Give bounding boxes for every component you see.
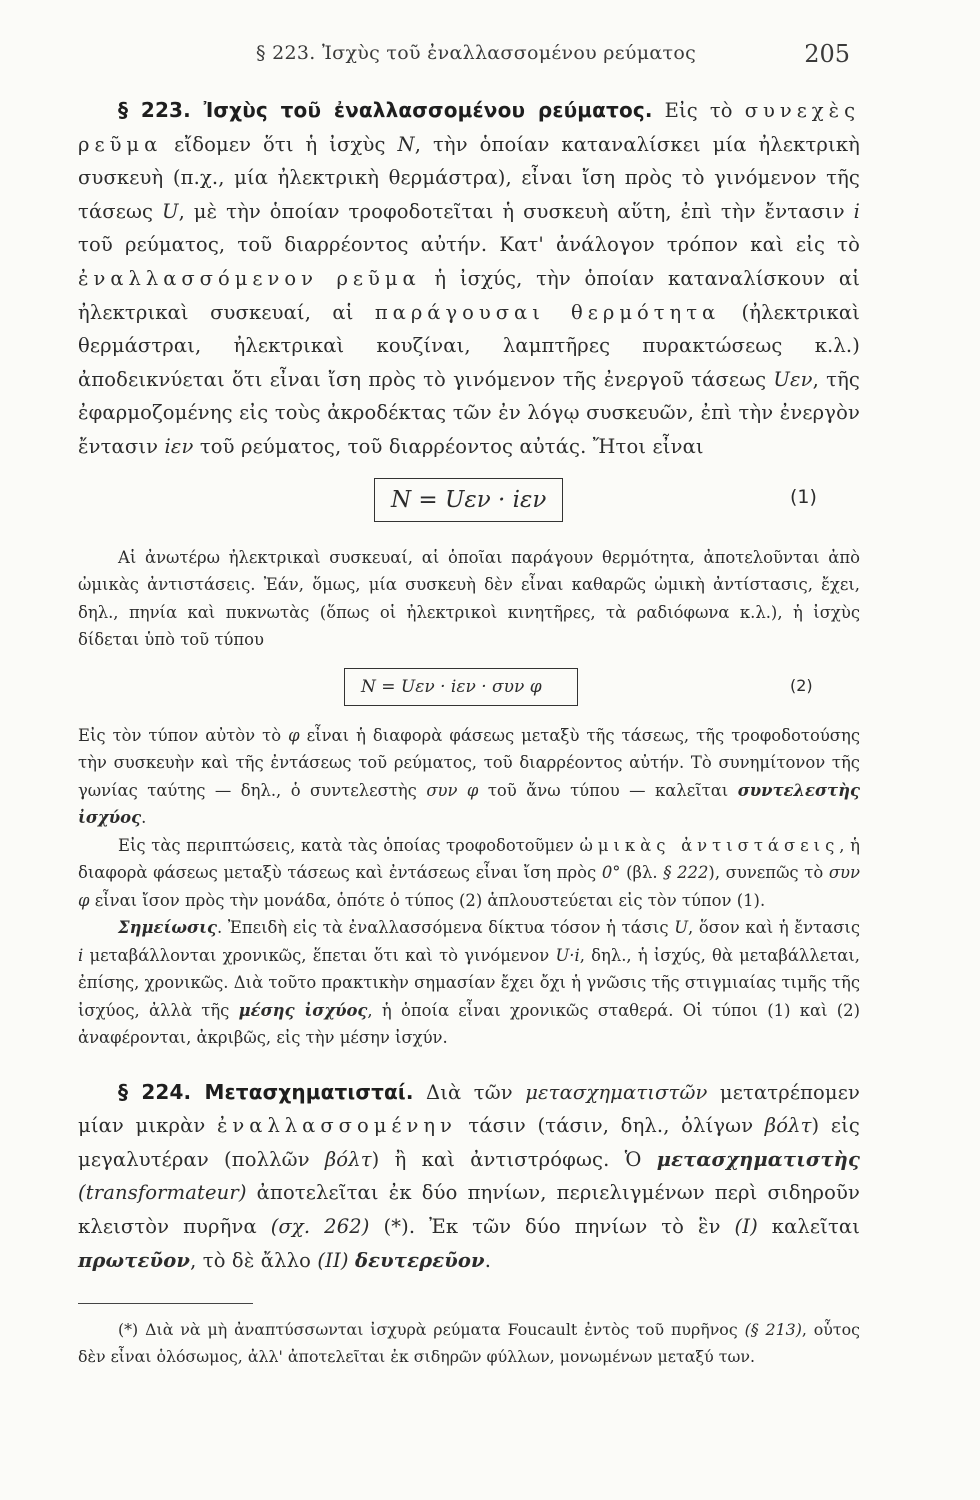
text-run: μετατρέπομεν μίαν μικρὰν — [78, 1080, 861, 1138]
formula-1-box: N = Uεν · iεν — [374, 478, 563, 522]
text-run: ἀποτελεῖται ἐκ δύο πηνίων, περιελιγμένων περὶ σιδηροῦν κλειστὸν πυρῆνα — [78, 1181, 860, 1238]
symbol-cos-phi: συν φ — [78, 863, 860, 910]
term-power-factor: συντελεστὴς ἰσχύος — [78, 780, 860, 828]
text-run: , τῆς ἐφαρμοζομένης εἰς τοὺς ἀκροδέκτας τῶν ἐν λόγῳ συσκευῶν, ἐπὶ τὴν ἐνεργὸν ἔντασιν — [78, 367, 860, 458]
term-producing-heat: παράγουσαι θερμότητα — [374, 300, 721, 324]
zero-degrees: 0° — [601, 863, 621, 883]
term-alternating: ἐναλλασσομένην — [216, 1114, 457, 1138]
text-run: εἶναι ἴσον πρὸς τὴν μονάδα, ὁπότε ὁ τύπος (2) ἁπλουστεύεται εἰς τὸν τύπον (1). — [89, 890, 766, 910]
section-223-heading: § 223. Ἰσχὺς τοῦ ἐναλλασσομένου ρεύματος. — [118, 98, 653, 122]
text-run: τοῦ ρεύματος, τοῦ διαρρέοντος αὐτάς. Ἤτοι εἶναι — [193, 434, 704, 458]
formula-2-row — [78, 654, 860, 716]
term-primary: πρωτεῦον — [78, 1248, 191, 1272]
paragraph-ohmic-case — [78, 832, 860, 915]
formula-1-number: (1) — [790, 485, 817, 508]
text-run: ) εἰς μεγαλυτέραν (πολλῶν — [78, 1114, 860, 1171]
paragraph-note — [78, 914, 860, 1052]
section-224-heading: § 224. Μετασχηματισταί. — [118, 1079, 414, 1104]
symbol-U: U — [674, 918, 689, 938]
text-run: τοῦ ρεύματος, τοῦ διαρρέοντος αὐτήν. Κατ' ἀνάλογον τρόπον καὶ εἰς τὸ — [78, 233, 860, 257]
unit-volt: βόλτ — [764, 1114, 812, 1138]
text-run: Διὰ τῶν — [413, 1080, 526, 1104]
symbol-U-times-i: U·i — [555, 945, 580, 965]
formula-1-row — [78, 464, 860, 534]
symbol-phi: φ — [288, 725, 300, 745]
text-run: , τὴν ὁποίαν καταναλίσκει μία ἠλεκτρικὴ συσκευὴ (π.χ., μία ἠλεκτρικὴ θερμάστρα), εἶναι ἴση πρὸς τὸ γινόμενον τῆς τάσεως — [78, 132, 860, 223]
section-223-intro-paragraph — [78, 94, 860, 464]
text-run: , οὗτος δὲν εἶναι ὁλόσωμος, ἀλλ' ἀποτελεῖται ἐκ σιδηρῶν φύλλων, μονωμένων μεταξύ των. — [78, 1320, 860, 1367]
text-run: . Ἐπειδὴ εἰς τὰ ἐναλλασσόμενα δίκτυα τόσον ἡ τάσις — [217, 918, 675, 938]
term-transformers: μετασχηματιστῶν — [525, 1080, 708, 1104]
section-ref-213: (§ 213) — [744, 1320, 802, 1340]
text-run: τοῦ ἄνω τύπου — καλεῖται — [478, 780, 738, 800]
term-french: (transformateur) — [78, 1181, 247, 1205]
text-run: . — [484, 1248, 492, 1272]
text-run: , ἡ διαφορὰ φάσεως μεταξὺ τάσεως καὶ ἐντάσεως εἶναι ἴση πρὸς — [78, 835, 860, 883]
text-run: ἡ ἰσχύς, τὴν ὁποίαν καταναλίσκουν αἱ ἠλεκτρικαὶ συσκευαί, αἱ — [78, 266, 861, 324]
text-run: εἶναι ἡ διαφορὰ φάσεως μεταξὺ τῆς τάσεως, τῆς τροφοδοτούσης τὴν συσκευὴν καὶ τῆς ἐντάσεως τοῦ ρεύματος, τοῦ διαρρέοντος αὐτήν. Τὸ συνημίτονον τῆς γωνίας ταύτης — δηλ., ὁ συντελεστὴς — [78, 725, 860, 800]
symbol-i: i — [78, 945, 84, 965]
text-run: , μὲ τὴν ὁποίαν τροφοδοτεῖται ἡ συσκευὴ αὕτη, ἐπὶ τὴν ἔντασιν — [178, 199, 854, 223]
text-run: (*) Διὰ νὰ μὴ ἀναπτύσσωνται ἰσχυρὰ ρεύματα Foucault ἐντὸς τοῦ πυρῆνος — [118, 1320, 745, 1340]
section-224-paragraph — [78, 1076, 860, 1278]
symbol-U: U — [161, 199, 179, 223]
text-run: (ἠλεκτρικαὶ θερμάστραι, ἠλεκτρικαὶ κουζίναι, λαμπτῆρες πυρακτώσεως κ.λ.) ἀποδεικνύεται ὅτι εἶναι ἴση πρὸς τὸ γινόμενον τῆς ἐνεργοῦ τάσεως — [78, 300, 860, 391]
paragraph-ohmic-resistances: Αἱ ἀνωτέρω ἠλεκτρικαὶ συσκευαί, αἱ ὁποῖαι παράγουν θερμότητα, ἀποτελοῦνται ἀπὸ ὠμικὰς ἀντιστάσεις. Ἐάν, ὅμως, μία συσκευὴ δὲν εἶναι καθαρῶς ὠμικὴ ἀντίστασις, ἔχει, δηλ., πηνία καὶ πυκνωτὰς (ὅπως οἱ ἠλεκτρικοὶ κινητῆρες, τὰ ραδιόφωνα κ.λ.), ἡ ἰσχὺς δίδεται ὑπὸ τοῦ τύπου — [78, 547, 860, 650]
term-transformer: μετασχηματιστὴς — [656, 1147, 860, 1171]
coil-2-label: (II) — [317, 1248, 349, 1272]
term-mean-power: μέσης ἰσχύος — [238, 1000, 368, 1020]
symbol-i: i — [853, 199, 860, 223]
text-run: ) ἢ καὶ ἀντιστρόφως. Ὁ — [371, 1147, 657, 1171]
text-run: (βλ. — [620, 863, 664, 883]
unit-volt: βόλτ — [324, 1147, 372, 1171]
term-direct-current: συνεχὲς ρεῦμα — [78, 99, 861, 156]
text-run: εἴδομεν ὅτι ἡ ἰσχὺς — [162, 132, 398, 156]
formula-2-number: (2) — [790, 675, 813, 695]
paragraph-power-factor — [78, 722, 860, 832]
symbol-U-en: Uεν — [773, 367, 813, 391]
footnote — [78, 1316, 860, 1370]
term-alternating-current: ἐναλλασσόμενον ρεῦμα — [78, 266, 421, 290]
symbol-cos-phi: συν φ — [426, 780, 479, 800]
text-run: Εἰς τὸ — [652, 99, 745, 122]
term-secondary: δευτερεῦον — [354, 1248, 485, 1272]
text-run: τάσιν (τάσιν, δηλ., ὀλίγων — [456, 1114, 765, 1138]
text-run: . — [141, 808, 147, 828]
page-number: 205 — [804, 40, 850, 68]
figure-ref-262: (σχ. 262) — [270, 1214, 370, 1238]
text-run: καλεῖται — [757, 1214, 860, 1238]
symbol-i-en: iεν — [164, 434, 194, 458]
term-ohmic-resistances: ὠμικὰς ἀντιστάσεις — [579, 835, 840, 855]
footnote-divider — [78, 1303, 253, 1304]
formula-2-box: N = Uεν · iεν · συν φ — [344, 668, 578, 706]
book-page — [78, 36, 860, 1370]
text-run: , τὸ δὲ ἄλλο — [190, 1248, 318, 1272]
text-run: Εἰς τὰς περιπτώσεις, κατὰ τὰς ὁποίας τροφοδοτοῦμεν — [118, 835, 580, 855]
text-run: , δηλ., ἡ ἰσχύς, θὰ μεταβάλλεται, ἐπίσης, χρονικῶς. Διὰ τοῦτο πρακτικὴν σημασίαν ἔχει ὄχι ἡ γνῶσις τῆς στιγμιαίας τιμῆς τῆς ἰσχύος, ἀλλὰ τῆς — [78, 945, 861, 1020]
section-ref-222: § 222 — [663, 863, 709, 883]
text-run: Εἰς τὸν τύπον αὐτὸν τὸ — [78, 725, 289, 745]
text-run: , ἡ ὁποία εἶναι χρονικῶς σταθερά. Οἱ τύποι (1) καὶ (2) ἀναφέρονται, ἀκριβῶς, εἰς τὴν μέσην ἰσχύν. — [78, 1000, 860, 1048]
note-label: Σημείωσις — [118, 918, 218, 938]
running-title: § 223. Ἰσχὺς τοῦ ἐναλλασσομένου ρεύματος — [256, 42, 697, 64]
running-header — [78, 36, 860, 76]
coil-1-label: (I) — [734, 1214, 758, 1238]
text-run: ), συνεπῶς τὸ — [708, 863, 829, 883]
text-run: (*). Ἐκ τῶν δύο πηνίων τὸ ἓν — [369, 1214, 735, 1238]
text-run: , ὅσον καὶ ἡ ἔντασις — [688, 918, 860, 938]
text-run: μεταβάλλονται χρονικῶς, ἕπεται ὅτι καὶ τὸ γινόμενον — [83, 945, 556, 965]
symbol-N: N — [397, 132, 415, 156]
